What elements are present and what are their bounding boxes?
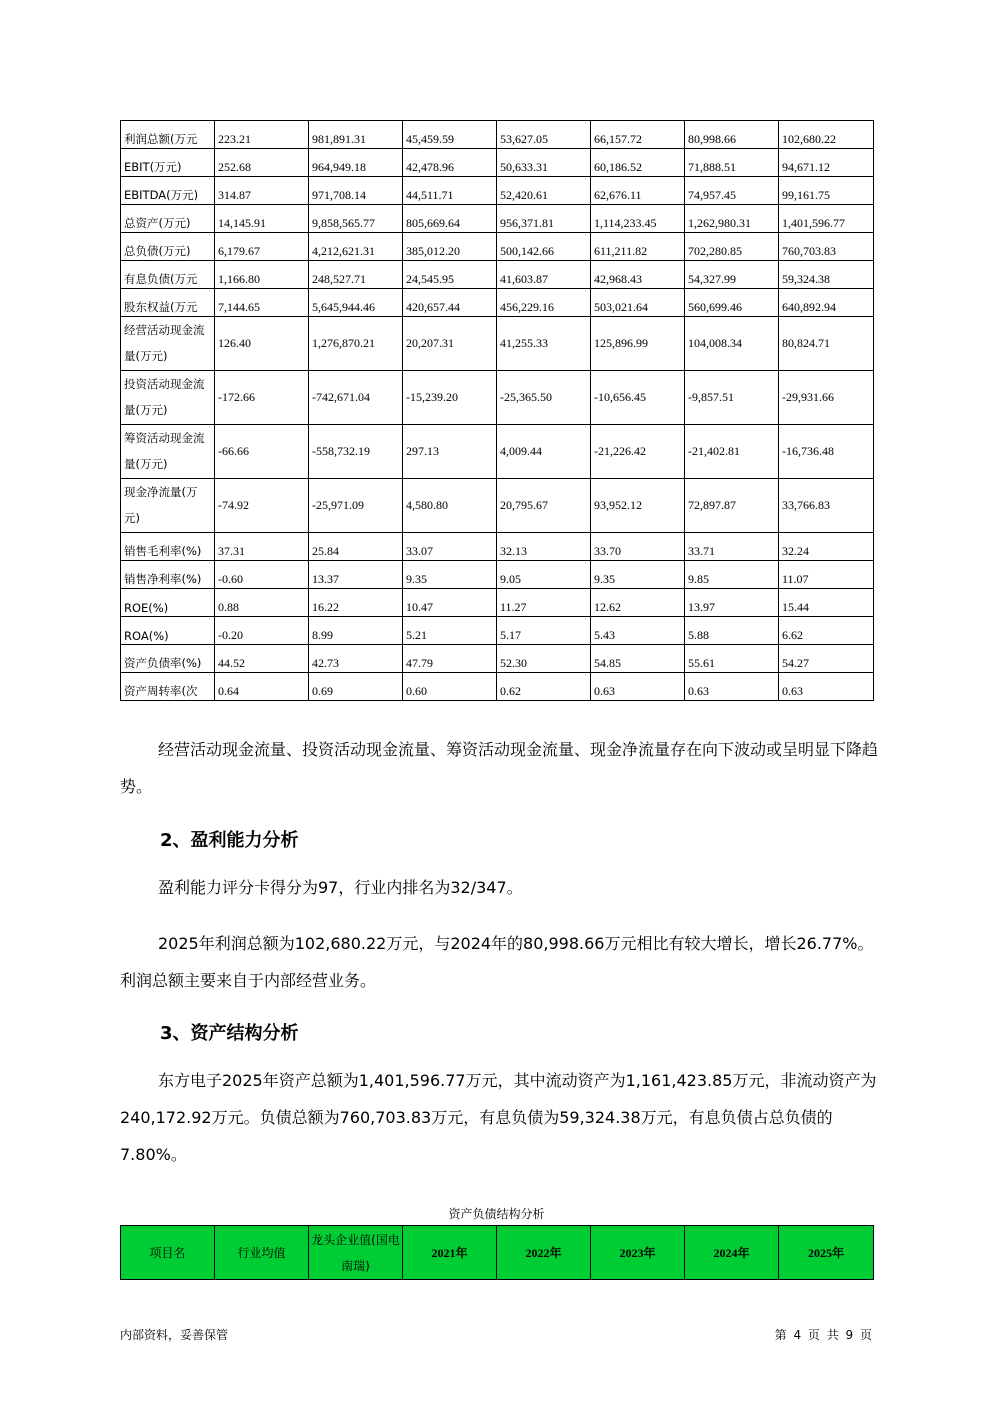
table-cell: 971,708.14 — [309, 177, 403, 205]
table-cell: 16.22 — [309, 589, 403, 617]
row-label: ROA(%) — [121, 617, 215, 645]
table-cell: 47.79 — [403, 645, 497, 673]
table-cell: 4,212,621.31 — [309, 233, 403, 261]
table-cell: 45,459.59 — [403, 121, 497, 149]
table-cell: 59,324.38 — [779, 261, 874, 289]
table-cell: 0.62 — [497, 673, 591, 701]
table-row — [121, 121, 874, 149]
table-cell: 760,703.83 — [779, 233, 874, 261]
table-cell: 0.63 — [685, 673, 779, 701]
table-cell: 5.43 — [591, 617, 685, 645]
table-cell: 5,645,944.46 — [309, 289, 403, 317]
asset-structure-text: 东方电子2025年资产总额为1,401,596.77万元，其中流动资产为1,161,423.85万元，非流动资产为240,172.92万元。负债总额为760,703.83万元，有息负债为59,324.38万元，有息负债占总负债的7.80%。 — [120, 1071, 877, 1164]
table-cell: 54.27 — [779, 645, 874, 673]
row-label: 资产周转率(次 — [121, 673, 215, 701]
column-header: 2022年 — [497, 1226, 591, 1280]
table-cell: 385,012.20 — [403, 233, 497, 261]
row-label: 利润总额(万元 — [121, 121, 215, 149]
table-cell: 14,145.91 — [215, 205, 309, 233]
table-row — [121, 261, 874, 289]
row-label: 销售毛利率(%) — [121, 533, 215, 561]
table-cell: 94,671.12 — [779, 149, 874, 177]
row-label: 销售净利率(%) — [121, 561, 215, 589]
table-cell: 13.37 — [309, 561, 403, 589]
table-cell: 72,897.87 — [685, 479, 779, 533]
table-cell: 104,008.34 — [685, 317, 779, 371]
table-cell: -558,732.19 — [309, 425, 403, 479]
table-cell: 54.85 — [591, 645, 685, 673]
table-cell: -21,226.42 — [591, 425, 685, 479]
table-cell: -21,402.81 — [685, 425, 779, 479]
table-row — [121, 289, 874, 317]
row-label: 经营活动现金流量(万元) — [121, 317, 215, 371]
table-cell: 420,657.44 — [403, 289, 497, 317]
table-cell: 297.13 — [403, 425, 497, 479]
table-cell: 1,262,980.31 — [685, 205, 779, 233]
section-title-profitability: 2、盈利能力分析 — [160, 830, 299, 851]
table-cell: 37.31 — [215, 533, 309, 561]
financial-metrics-table — [120, 120, 874, 701]
table-cell: 12.62 — [591, 589, 685, 617]
table-cell: 0.69 — [309, 673, 403, 701]
table-cell: 1,166.80 — [215, 261, 309, 289]
table-cell: 611,211.82 — [591, 233, 685, 261]
table-cell: 42.73 — [309, 645, 403, 673]
table-cell: 7,144.65 — [215, 289, 309, 317]
table-cell: 62,676.11 — [591, 177, 685, 205]
balance-table-caption: 资产负债结构分析 — [448, 1207, 545, 1221]
table-cell: 4,580.80 — [403, 479, 497, 533]
table-row — [121, 371, 874, 425]
column-header: 2023年 — [591, 1226, 685, 1280]
row-label: 股东权益(万元 — [121, 289, 215, 317]
table-cell: 24,545.95 — [403, 261, 497, 289]
table-cell: 93,952.12 — [591, 479, 685, 533]
table-cell: 500,142.66 — [497, 233, 591, 261]
table-cell: 964,949.18 — [309, 149, 403, 177]
table-cell: 15.44 — [779, 589, 874, 617]
table-cell: 71,888.51 — [685, 149, 779, 177]
table-cell: 53,627.05 — [497, 121, 591, 149]
table-cell: 1,114,233.45 — [591, 205, 685, 233]
table-cell: 74,957.45 — [685, 177, 779, 205]
footer-page-number: 第 4 页 共 9 页 — [774, 1328, 872, 1342]
table-cell: 25.84 — [309, 533, 403, 561]
table-cell: 8.99 — [309, 617, 403, 645]
table-cell: 44.52 — [215, 645, 309, 673]
column-header: 行业均值 — [215, 1226, 309, 1280]
row-label: 现金净流量(万元) — [121, 479, 215, 533]
table-row — [121, 317, 874, 371]
table-cell: 9.35 — [591, 561, 685, 589]
table-cell: -0.60 — [215, 561, 309, 589]
table-cell: 560,699.46 — [685, 289, 779, 317]
section-title-asset-structure: 3、资产结构分析 — [160, 1023, 299, 1044]
table-row — [121, 561, 874, 589]
table-cell: 702,280.85 — [685, 233, 779, 261]
table-row — [121, 425, 874, 479]
table-cell: 0.88 — [215, 589, 309, 617]
table-cell: 10.47 — [403, 589, 497, 617]
table-cell: 5.88 — [685, 617, 779, 645]
table-cell: 0.64 — [215, 673, 309, 701]
row-label: 有息负债(万元 — [121, 261, 215, 289]
table-row — [121, 589, 874, 617]
column-header: 龙头企业值(国电南瑞) — [309, 1226, 403, 1280]
table-cell: 9,858,565.77 — [309, 205, 403, 233]
table-cell: 80,998.66 — [685, 121, 779, 149]
table-cell: 9.35 — [403, 561, 497, 589]
table-cell: 41,603.87 — [497, 261, 591, 289]
table-cell: 42,478.96 — [403, 149, 497, 177]
table-cell: 6.62 — [779, 617, 874, 645]
table-cell: 44,511.71 — [403, 177, 497, 205]
table-row — [121, 149, 874, 177]
table-cell: 9.05 — [497, 561, 591, 589]
table-cell: 456,229.16 — [497, 289, 591, 317]
table-cell: 20,207.31 — [403, 317, 497, 371]
cashflow-note: 经营活动现金流量、投资活动现金流量、筹资活动现金流量、现金净流量存在向下波动或呈明显下降趋势。 — [120, 740, 879, 796]
table-cell: 0.63 — [591, 673, 685, 701]
table-cell: 52,420.61 — [497, 177, 591, 205]
profit-growth-text: 2025年利润总额为102,680.22万元，与2024年的80,998.66万元相比有较大增长，增长26.77%。利润总额主要来自于内部经营业务。 — [120, 934, 874, 990]
profitability-score: 盈利能力评分卡得分为97，行业内排名为32/347。 — [158, 878, 523, 897]
table-cell: 80,824.71 — [779, 317, 874, 371]
table-cell: 32.24 — [779, 533, 874, 561]
footer-confidential: 内部资料，妥善保管 — [120, 1328, 229, 1342]
table-cell: 33.70 — [591, 533, 685, 561]
table-row — [121, 479, 874, 533]
table-cell: 125,896.99 — [591, 317, 685, 371]
table-cell: 252.68 — [215, 149, 309, 177]
table-row — [121, 177, 874, 205]
table-cell: 640,892.94 — [779, 289, 874, 317]
table-cell: 13.97 — [685, 589, 779, 617]
table-cell: 11.27 — [497, 589, 591, 617]
table-cell: 0.63 — [779, 673, 874, 701]
table-cell: 99,161.75 — [779, 177, 874, 205]
table-cell: -15,239.20 — [403, 371, 497, 425]
balance-structure-table — [120, 1225, 874, 1280]
row-label: 投资活动现金流量(万元) — [121, 371, 215, 425]
table-cell: 52.30 — [497, 645, 591, 673]
table-cell: 66,157.72 — [591, 121, 685, 149]
table-cell: 60,186.52 — [591, 149, 685, 177]
column-header: 2021年 — [403, 1226, 497, 1280]
table-cell: -66.66 — [215, 425, 309, 479]
table-cell: -0.20 — [215, 617, 309, 645]
column-header: 项目名 — [121, 1226, 215, 1280]
table-cell: 102,680.22 — [779, 121, 874, 149]
table-cell: 1,276,870.21 — [309, 317, 403, 371]
column-header: 2025年 — [779, 1226, 874, 1280]
table-row — [121, 617, 874, 645]
table-cell: 42,968.43 — [591, 261, 685, 289]
row-label: EBITDA(万元) — [121, 177, 215, 205]
table-cell: -9,857.51 — [685, 371, 779, 425]
table-cell: 503,021.64 — [591, 289, 685, 317]
column-header: 2024年 — [685, 1226, 779, 1280]
table-cell: -29,931.66 — [779, 371, 874, 425]
table-cell: 50,633.31 — [497, 149, 591, 177]
row-label: 总资产(万元) — [121, 205, 215, 233]
row-label: EBIT(万元) — [121, 149, 215, 177]
table-row — [121, 533, 874, 561]
row-label: ROE(%) — [121, 589, 215, 617]
table-row — [121, 233, 874, 261]
table-cell: 956,371.81 — [497, 205, 591, 233]
table-cell: 223.21 — [215, 121, 309, 149]
table-cell: 55.61 — [685, 645, 779, 673]
table-cell: 9.85 — [685, 561, 779, 589]
table-cell: 314.87 — [215, 177, 309, 205]
row-label: 筹资活动现金流量(万元) — [121, 425, 215, 479]
table-cell: 54,327.99 — [685, 261, 779, 289]
table-row — [121, 645, 874, 673]
table-row — [121, 673, 874, 701]
table-cell: 41,255.33 — [497, 317, 591, 371]
table-cell: 1,401,596.77 — [779, 205, 874, 233]
table-cell: -74.92 — [215, 479, 309, 533]
balance-table-header-row — [121, 1226, 874, 1280]
table-cell: -25,365.50 — [497, 371, 591, 425]
table-cell: 6,179.67 — [215, 233, 309, 261]
table-cell: -16,736.48 — [779, 425, 874, 479]
row-label: 总负债(万元) — [121, 233, 215, 261]
table-cell: 981,891.31 — [309, 121, 403, 149]
table-cell: 5.17 — [497, 617, 591, 645]
table-cell: 33,766.83 — [779, 479, 874, 533]
table-cell: 126.40 — [215, 317, 309, 371]
table-cell: -172.66 — [215, 371, 309, 425]
table-cell: 33.71 — [685, 533, 779, 561]
table-cell: 0.60 — [403, 673, 497, 701]
table-cell: 5.21 — [403, 617, 497, 645]
table-cell: 4,009.44 — [497, 425, 591, 479]
table-cell: 33.07 — [403, 533, 497, 561]
table-cell: 248,527.71 — [309, 261, 403, 289]
table-cell: 11.07 — [779, 561, 874, 589]
table-cell: -742,671.04 — [309, 371, 403, 425]
table-cell: 20,795.67 — [497, 479, 591, 533]
table-cell: -25,971.09 — [309, 479, 403, 533]
table-cell: -10,656.45 — [591, 371, 685, 425]
row-label: 资产负债率(%) — [121, 645, 215, 673]
table-cell: 32.13 — [497, 533, 591, 561]
table-cell: 805,669.64 — [403, 205, 497, 233]
table-row — [121, 205, 874, 233]
